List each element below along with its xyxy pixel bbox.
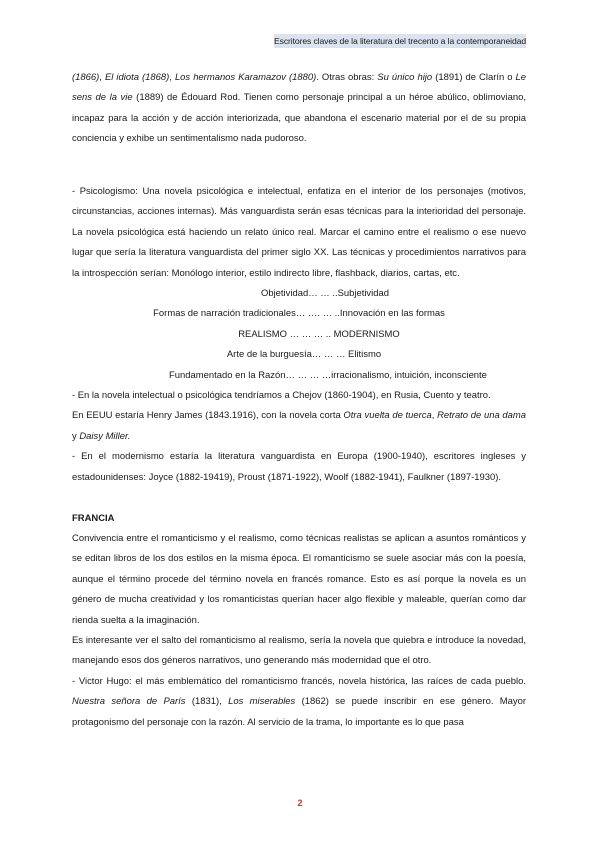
contrast-line-4: Arte de la burguesía… … … Elitismo — [226, 349, 382, 361]
paragraph-henry-james — [72, 406, 526, 447]
running-header: Escritores claves de la literatura del trecento a la contemporaneidad — [274, 36, 526, 46]
contrast-line-3: REALISMO … … … .. MODERNISMO — [238, 328, 400, 340]
paragraph-psicologismo: - Psicologismo: Una novela psicológica e intelectual, enfatiza en el interior de los personajes (motivos, circunstancias, acciones internas). Más vanguardista serán esas técnicas para la interioridad del personaje. La novela psicológica está haciendo un relato único real. Marcar el camino entre el realismo o ese nuevo lugar que sería la literatura vanguardista del primer siglo XX. Las técnicas y procedimientos narrativos para la introspección serían: Monólogo interior, estilo indirecto libre, flashback, diarios, cartas, etc. — [72, 186, 526, 279]
spacer — [72, 150, 526, 170]
spacer — [72, 488, 526, 508]
page-body — [72, 68, 526, 733]
text-run: (1831), — [185, 696, 229, 708]
book-title: Nuestra señora de París — [72, 696, 186, 708]
book-title: Daisy Miller. — [79, 430, 131, 442]
paragraph-chejov: - En la novela intelectual o psicológica tendríamos a Chejov (1860-1904), en Rusia, Cuento y teatro. — [72, 390, 491, 402]
book-title: Otra vuelta de tuerca — [343, 410, 432, 422]
text-run: y — [72, 430, 80, 442]
text-run: . Otras obras: — [316, 72, 378, 83]
book-title: Le sens de la vie — [72, 72, 527, 104]
text-run: , — [169, 72, 175, 83]
contrast-line-1: Objetividad… … ..Subjetividad — [261, 288, 389, 300]
text-run: , — [99, 72, 105, 83]
text-run: , — [431, 410, 438, 422]
paragraph-salto: Es interesante ver el salto del romanticismo al realismo, sería la novela que quiebra e introduce la novedad, manejando esos dos géneros narrativos, uno generando más modernidad que el otro. — [72, 634, 526, 667]
text-run: - Victor Hugo: el más emblemático del romanticismo francés, novela histórica, las raíces de cada pueblo. — [72, 675, 526, 687]
italic-text: (1866) — [72, 72, 100, 83]
contrast-line-2: Formas de narración tradicionales… …. … ..Innovación en las formas — [153, 308, 445, 320]
section-heading: FRANCIA — [72, 512, 115, 524]
book-title: El idiota (1868) — [104, 72, 170, 83]
book-title: Los miserables — [228, 696, 296, 708]
text-run: (1891) de Clarín o — [432, 72, 516, 83]
book-title: Retrato de una dama — [437, 410, 526, 422]
paragraph-dostoevsky-works — [72, 68, 526, 150]
book-title: Su único hijo — [377, 72, 433, 83]
spacer — [72, 170, 526, 182]
page-number: 2 — [297, 798, 303, 808]
text-run: En EEUU estaría Henry James (1843.1916), con la novela corta — [72, 410, 344, 422]
paragraph-modernismo: - En el modernismo estaría la literatura vanguardista en Europa (1900-1940), escritores ingleses y estadounidenses: Joyce (1882-19419), Proust (1871-1922), Woolf (1882-1941), Faulkner (1897-1930). — [72, 451, 526, 483]
book-title: Los hermanos Karamazov (1880) — [174, 72, 317, 83]
text-run: (1862) se puede inscribir en ese género. Mayor protagonismo del personaje con la razón. Al servicio de la trama, lo importante es lo que pasa — [72, 696, 527, 728]
paragraph-convivencia: Convivencia entre el romanticismo y el realismo, como técnicas realistas se aplican a asuntos románticos y se editan libros de los dos estilos en la misma época. El romanticismo se suele asociar más con la poesía, aunque el término procede del término novela en francés romance. Esto es así porque la novela es un género de mucha creatividad y los romanticistas querían hacer algo flexible y maleable, querían como dar rienda suelta a la imaginación. — [72, 532, 526, 626]
contrast-line-5: Fundamentado en la Razón… … … …irracionalismo, intuición, inconsciente — [169, 369, 487, 381]
text-run: (1889) de Édouard Rod. Tienen como personaje principal a un héroe abúlico, oblimoviano, incapaz para la acción y de acción interiorizada, que abandona el escenario material por el de su propia conciencia y exhibe un sentimentalismo nada pudoroso. — [72, 92, 526, 145]
paragraph-victor-hugo — [72, 672, 526, 733]
